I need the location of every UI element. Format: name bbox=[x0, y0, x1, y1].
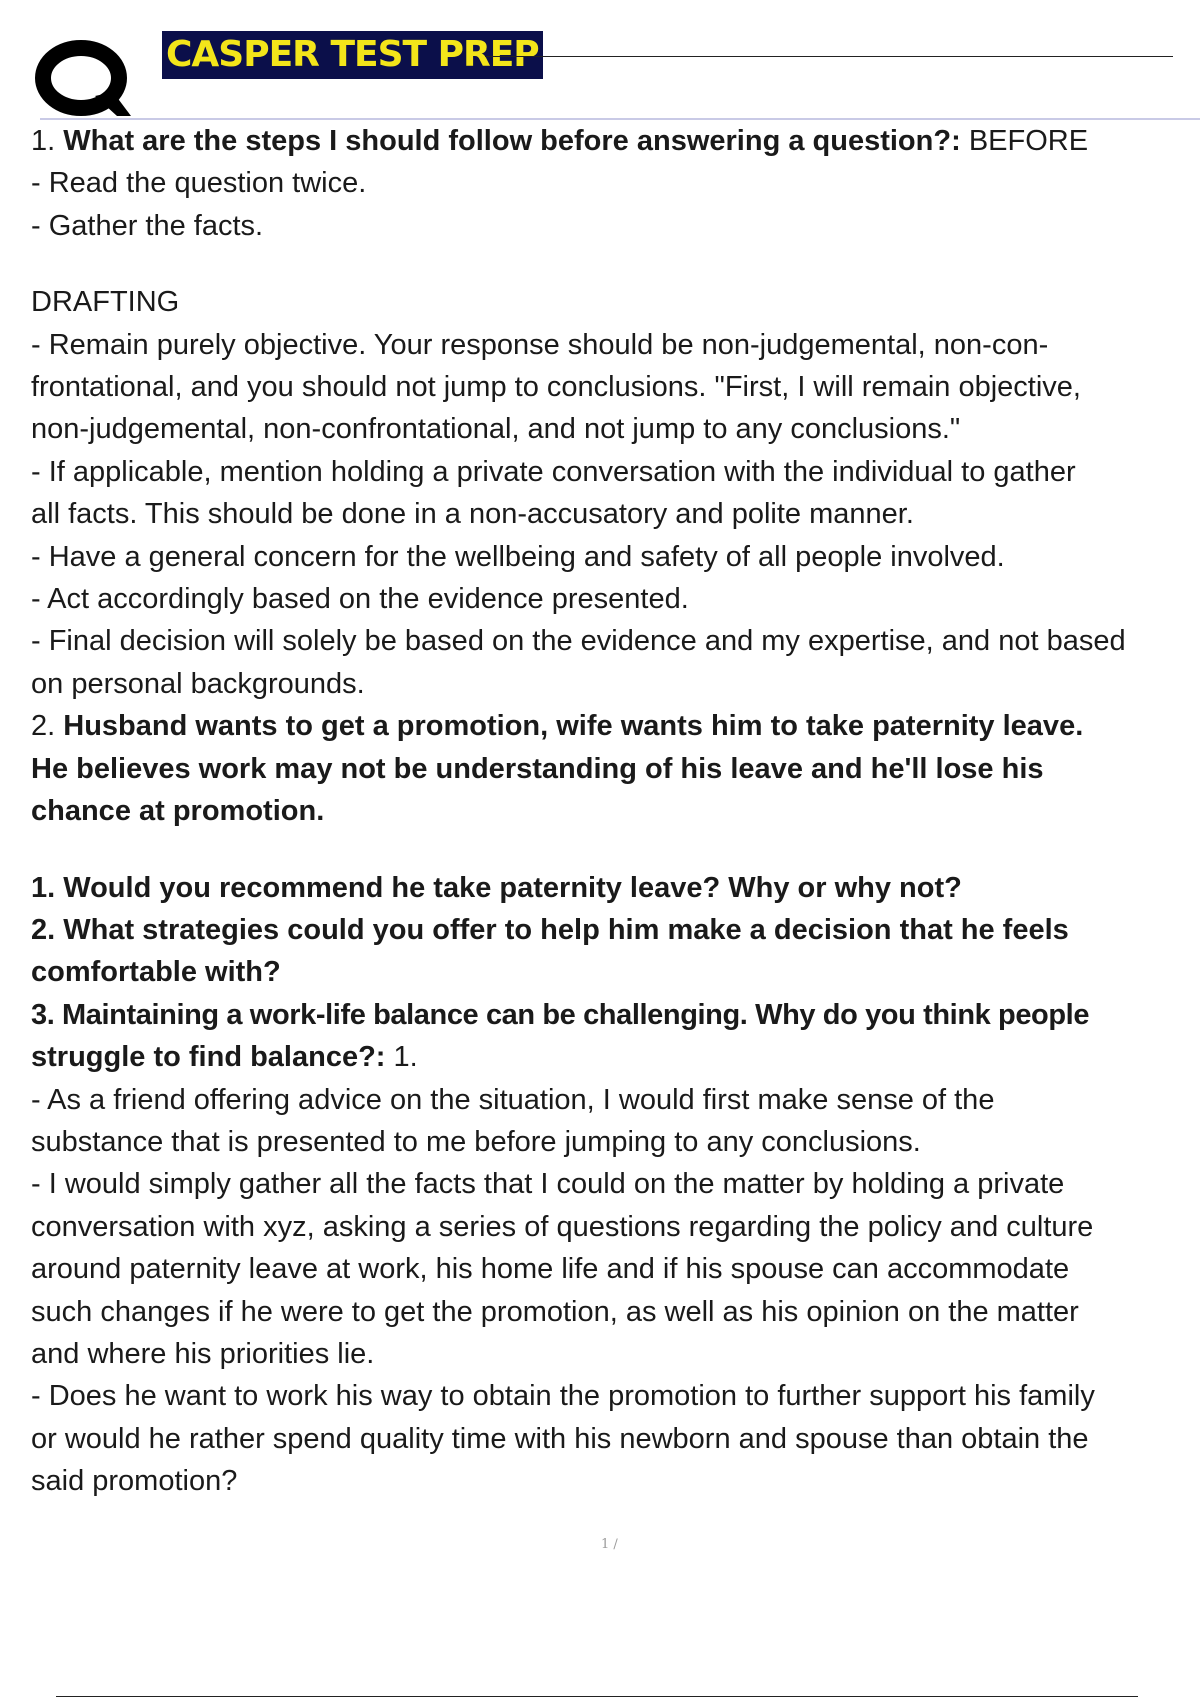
spacer bbox=[31, 833, 1200, 867]
q2-scenario-line bbox=[31, 748, 1200, 790]
q1-number: 1. bbox=[31, 125, 56, 157]
q2-question-text: struggle to find balance?: bbox=[31, 1041, 386, 1074]
q1-question-line bbox=[31, 120, 1200, 162]
q2-answer-line: - Does he want to work his way to obtain the promotion to further support his family bbox=[31, 1380, 1095, 1413]
q2-scenario-line bbox=[31, 790, 1200, 832]
q2-answer-line: or would he rather spend quality time with his newborn and spouse than obtain the bbox=[31, 1422, 1089, 1455]
q1-drafting-line: - Act accordingly based on the evidence presented. bbox=[31, 583, 689, 616]
header-title: CASPER TEST PREP bbox=[162, 31, 543, 79]
casper-logo-icon bbox=[33, 36, 137, 120]
q2-answer-line: and where his priorities lie. bbox=[31, 1337, 375, 1370]
q1-drafting-line: - Have a general concern for the wellbeing and safety of all people involved. bbox=[31, 540, 1005, 573]
q1-drafting-line: non-judgemental, non-confrontational, and not jump to any conclusions." bbox=[31, 413, 961, 446]
q1-drafting-line: frontational, and you should not jump to conclusions. "First, I will remain objective, bbox=[31, 371, 1081, 404]
spacer bbox=[31, 247, 1200, 281]
q2-answer-line: - I would simply gather all the facts that I could on the matter by holding a private bbox=[31, 1168, 1065, 1201]
q1-drafting-line: - Final decision will solely be based on the evidence and my expertise, and not based bbox=[31, 625, 1126, 658]
document-header bbox=[30, 28, 1145, 118]
q2-question-text: comfortable with? bbox=[31, 956, 281, 989]
page-number: 1 / bbox=[601, 1537, 618, 1552]
q2-scenario-text: chance at promotion. bbox=[31, 795, 325, 828]
q2-question-line bbox=[31, 951, 1200, 993]
q1-drafting-line: all facts. This should be done in a non-accusatory and polite manner. bbox=[31, 498, 914, 531]
q2-scenario-text: He believes work may not be understanding of his leave and he'll lose his bbox=[31, 752, 1044, 785]
q2-answer-line: said promotion? bbox=[31, 1465, 238, 1498]
q2-question-line bbox=[31, 867, 1200, 909]
q1-before-item: - Gather the facts. bbox=[31, 209, 264, 242]
q2-answer-start: 1. bbox=[393, 1041, 418, 1074]
q2-question-text: 1. Would you recommend he take paternity leave? Why or why not? bbox=[31, 871, 962, 904]
q2-question-line bbox=[31, 909, 1200, 951]
q2-answer-line: such changes if he were to get the promotion, as well as his opinion on the matter bbox=[31, 1295, 1079, 1328]
q1-answer-start: BEFORE bbox=[968, 125, 1089, 157]
q2-question-line bbox=[31, 994, 1200, 1036]
q2-scenario-line bbox=[31, 705, 1200, 747]
q1-drafting-line: - Remain purely objective. Your response should be non-judgemental, non-con- bbox=[31, 328, 1049, 361]
q1-question: What are the steps I should follow before answering a question?: bbox=[63, 125, 961, 157]
q2-answer-line: conversation with xyz, asking a series of questions regarding the policy and culture bbox=[31, 1210, 1094, 1243]
q2-scenario-text: Husband wants to get a promotion, wife wants him to take paternity leave. bbox=[63, 710, 1084, 743]
q1-drafting-line: - If applicable, mention holding a private conversation with the individual to gather bbox=[31, 455, 1076, 488]
q2-question-text: 2. What strategies could you offer to help him make a decision that he feels bbox=[31, 913, 1069, 946]
header-rule bbox=[485, 56, 1173, 57]
q2-question-text: 3. Maintaining a work-life balance can be challenging. Why do you think people bbox=[31, 998, 1090, 1031]
q1-drafting-label: DRAFTING bbox=[31, 286, 180, 319]
q2-answer-line: around paternity leave at work, his home life and if his spouse can accommodate bbox=[31, 1253, 1070, 1286]
q2-answer-line: - As a friend offering advice on the situation, I would first make sense of the bbox=[31, 1083, 995, 1116]
document-body bbox=[31, 120, 1200, 1503]
q1-drafting-line: on personal backgrounds. bbox=[31, 667, 365, 700]
q1-before-item: - Read the question twice. bbox=[31, 167, 367, 200]
q2-answer-line: substance that is presented to me before jumping to any conclusions. bbox=[31, 1125, 921, 1158]
q2-number: 2. bbox=[31, 710, 56, 743]
footer-rule bbox=[56, 1696, 1138, 1697]
q2-question-line bbox=[31, 1036, 1200, 1078]
